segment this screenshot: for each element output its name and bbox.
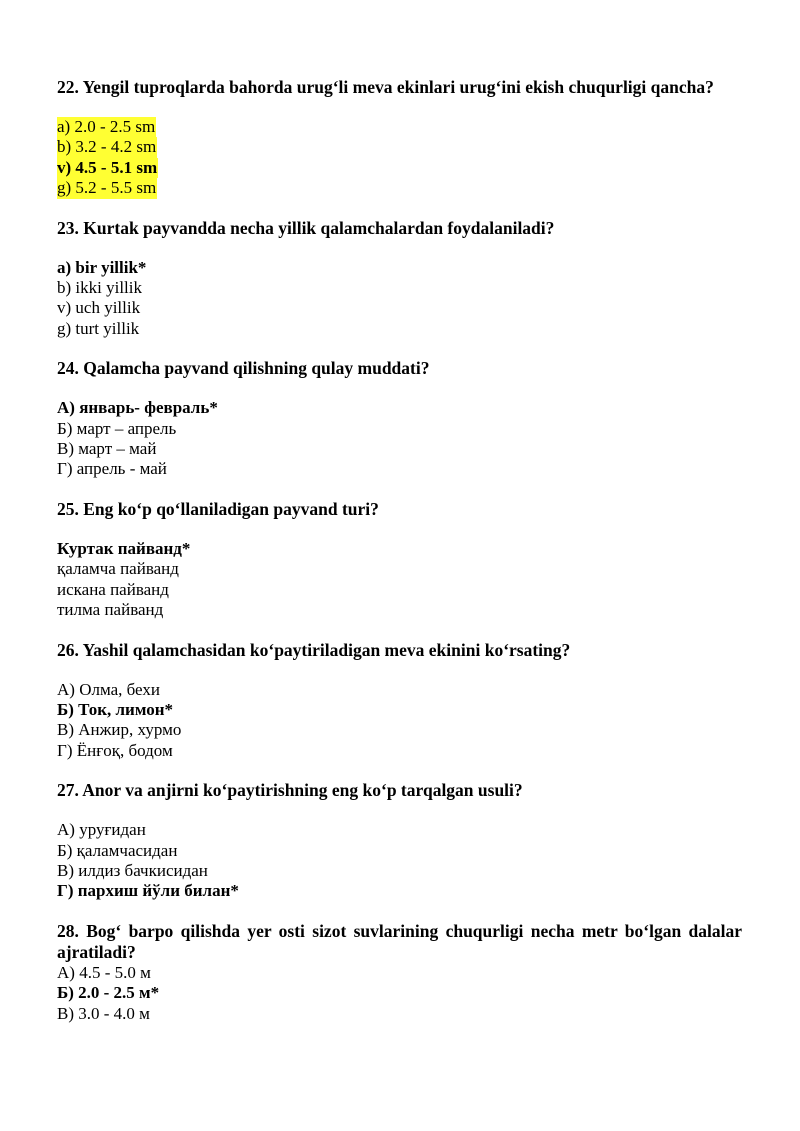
question-text: 26. Yashil qalamchasidan ko‘paytiriladigan meva ekinini ko‘rsating? bbox=[57, 639, 571, 660]
option-a: А) уруғидан bbox=[57, 820, 146, 840]
option-g: g) 5.2 - 5.5 sm bbox=[57, 178, 157, 198]
option-v-correct: v) 4.5 - 5.1 sm bbox=[57, 157, 158, 177]
answer-options bbox=[57, 680, 742, 762]
question-text: 24. Qalamcha payvand qilishning qulay muddati? bbox=[57, 358, 430, 379]
option-v: v) uch yillik bbox=[57, 298, 141, 318]
question-23 bbox=[57, 218, 742, 340]
document-page bbox=[57, 77, 742, 1043]
question-text: 27. Anor va anjirni ko‘paytirishning eng ko‘p tarqalgan usuli? bbox=[57, 780, 523, 801]
option-b: b) ikki yillik bbox=[57, 278, 142, 298]
option-g: Г) апрель - май bbox=[57, 459, 167, 479]
option-b: b) 3.2 - 4.2 sm bbox=[57, 137, 157, 157]
question-text: 28. Bog‘ barpo qilishda yer osti sizot suvlarining chuqurligi necha metr bo‘lgan dalalar ajratiladi? bbox=[57, 920, 743, 962]
option-a-correct: a) bir yillik* bbox=[57, 257, 147, 277]
question-text: 23. Kurtak payvandda necha yillik qalamchalardan foydalaniladi? bbox=[57, 217, 555, 238]
option-v: В) март – май bbox=[57, 439, 157, 459]
question-text: 25. Eng ko‘p qo‘llaniladigan payvand turi? bbox=[57, 498, 379, 519]
question-text: 22. Yengil tuproqlarda bahorda urug‘li meva ekinlari urug‘ini ekish chuqurligi qancha? bbox=[57, 77, 714, 97]
question-24 bbox=[57, 358, 742, 480]
question-26 bbox=[57, 640, 742, 762]
option-3: искана пайванд bbox=[57, 579, 169, 599]
option-v: В) илдиз бачкисидан bbox=[57, 860, 208, 880]
option-b-correct: Б) Ток, лимон* bbox=[57, 699, 174, 719]
option-a-correct: А) январь- февраль* bbox=[57, 398, 218, 418]
option-a: А) 4.5 - 5.0 м bbox=[57, 962, 151, 982]
option-a: a) 2.0 - 2.5 sm bbox=[57, 117, 156, 136]
option-b: Б) қаламчасидан bbox=[57, 840, 178, 860]
answer-options bbox=[57, 539, 742, 621]
option-g-correct: Г) пархиш йўли билан* bbox=[57, 881, 239, 901]
option-b-correct: Б) 2.0 - 2.5 м* bbox=[57, 983, 160, 1003]
option-4: тилма пайванд bbox=[57, 600, 164, 620]
option-v: В) 3.0 - 4.0 м bbox=[57, 1003, 150, 1023]
option-1-correct: Куртак пайванд* bbox=[57, 538, 191, 558]
answer-options bbox=[57, 398, 742, 480]
answer-options bbox=[57, 963, 742, 1024]
option-g: g) turt yillik bbox=[57, 318, 140, 338]
answer-options bbox=[57, 820, 742, 902]
answer-options bbox=[57, 117, 742, 199]
question-27 bbox=[57, 780, 742, 902]
answer-options bbox=[57, 258, 742, 340]
option-b: Б) март – апрель bbox=[57, 418, 177, 438]
question-22 bbox=[57, 77, 742, 199]
option-a: А) Олма, бехи bbox=[57, 679, 160, 699]
question-25 bbox=[57, 499, 742, 621]
option-g: Г) Ёнғоқ, бодом bbox=[57, 740, 173, 760]
option-v: В) Анжир, хурмо bbox=[57, 720, 182, 740]
option-2: қаламча пайванд bbox=[57, 559, 179, 579]
question-28 bbox=[57, 921, 742, 1024]
